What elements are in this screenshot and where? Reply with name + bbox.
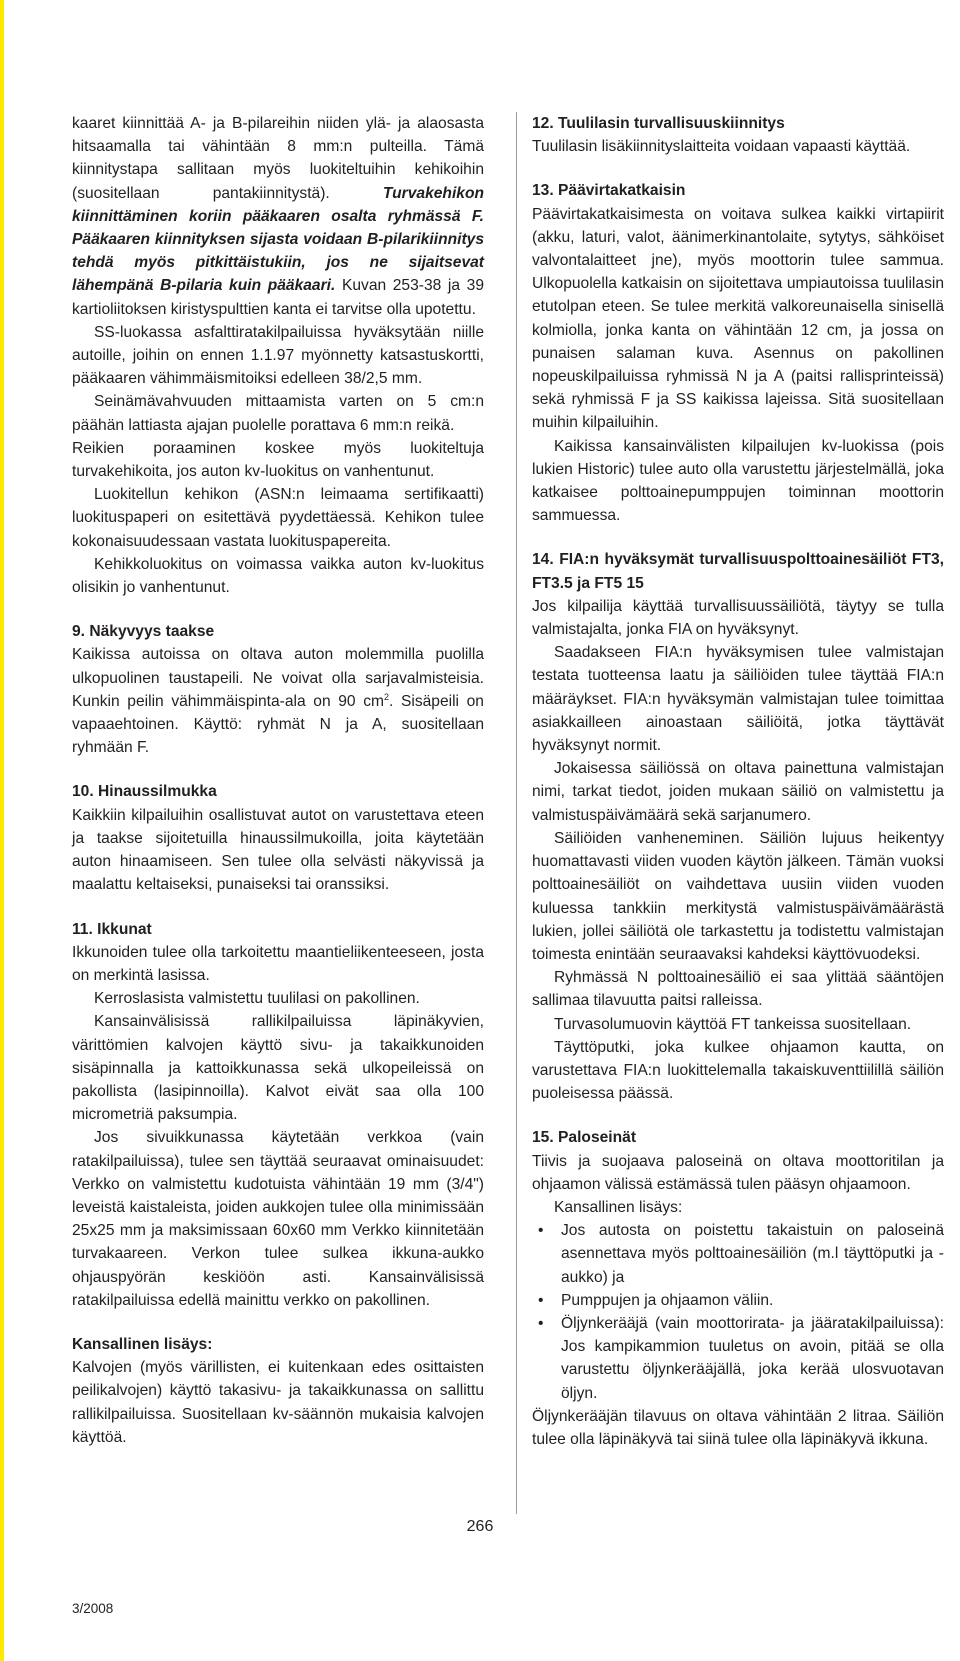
section-heading-10: 10. Hinaussilmukka — [72, 783, 217, 801]
paragraph: Ikkunoiden tulee olla tarkoitettu maantieliikenteeseen, josta on merkintä lasissa. — [72, 943, 484, 984]
paragraph: SS-luokassa asfalttiratakilpailuissa hyväksytään niille autoille, joihin on ennen 1.1.97 myönnetty katsastuskortti, pääkaaren vähimmäismitoiksi edelleen 38/2,5 mm. — [72, 323, 484, 388]
section-heading-15: 15. Paloseinät — [532, 1129, 637, 1147]
page-number: 266 — [466, 1518, 494, 1535]
paragraph: Kalvojen (myös värillisten, ei kuitenkaan edes osittaisten peilikalvojen) käyttö takasivu- ja takaikkunassa on sallittu rallikilpailuissa. Suositellaan kv-säännön mukaisia kalvojen käyttöä. — [72, 1359, 484, 1446]
paragraph: Jokaisessa säiliössä on oltava painettuna valmistajan nimi, tarkat tiedot, joiden mukaan säiliö on valmistettu ja valmistuspäivämäärä sekä sarjanumero. — [532, 760, 944, 824]
superscript: 2 — [383, 691, 389, 702]
paragraph: Kaikissa autoissa on oltava auton molemmilla puolilla ulkopuolinen taustapeili. Ne voivat olla sarjavalmisteisia. Kunkin peilin vähimmäispinta-ala on 90 $cm^2$. Sisäpeili on vapaaehtoinen. Käyttö: ryhmät N ja A, suositellaan ryhmään F. — [72, 646, 484, 757]
yellow-edge-bar — [0, 0, 4, 1661]
section-heading-11: 11. Ikkunat — [72, 920, 152, 938]
paragraph: Kaikissa kansainvälisten kilpailujen kv-luokissa (pois lukien Historic) tulee auto olla varustettu järjestelmällä, joka katkaisee polttoainepumppujen toiminnan moottorin sammuessa. — [532, 437, 944, 525]
paragraph: Kehikkoluokitus on voimassa vaikka auton kv-luokitus olisikin jo vanhentunut. — [72, 555, 484, 597]
paragraph: Kansallinen lisäys: — [554, 1198, 683, 1216]
paragraph: Kerroslasista valmistettu tuulilasi on pakollinen. — [94, 990, 420, 1008]
list-item: • Öljynkerääjä (vain moottorirata- ja jääratakilpailuissa): Jos kampikammion tuuletus on avoin, pitää se olla varustettu öljynkerääjällä, joka kerää ulosvuotavan öljyn. — [532, 1312, 944, 1405]
list-item: • Jos autosta on poistettu takaistuin on paloseinä asennettava myös polttoainesäiliön (m.l täyttöputki ja -aukko) ja — [532, 1219, 944, 1289]
column-divider — [516, 112, 517, 1514]
paragraph: Jos sivuikkunassa käytetään verkkoa (vain ratakilpailuissa), tulee sen täyttää seuraavat ominaisuudet: Verkko on valmistettu kudotuista vähintään 19 mm (3/4") leveistä kaistaleista, joiden aukkojen tulee olla minimissään 25x25 mm ja maksimissaan 60x60 mm Verkko kiinnitetään turvakaareen. Verkon tulee sulkea ikkuna-aukko ohjauspyörän keskiöön asti. Kansainvälisissä ratakilpailuissa edellä mainittu verkko on pakollinen. — [72, 1129, 484, 1309]
bullet-icon: • — [538, 1291, 544, 1309]
paragraph: Luokitellun kehikon (ASN:n leimaama sertifikaatti) luokituspaperi on esitettävä pyydettäessä. Kehikon tulee kokonaisuudessaan vastata luokituspapereita. — [72, 486, 484, 550]
section-heading-9: 9. Näkyvyys taakse — [72, 623, 215, 641]
emphasis-text: Turvakehikon kiinnittäminen koriin pääkaaren osalta ryhmässä F. Pääkaaren kiinnityksen sijasta voidaan B-pilarikiinnitys tehdä myös pitkittäistukiin, jos ne sijaitsevat lähempänä B-pilaria kuin pääkaari. — [72, 184, 484, 295]
section-heading-14: 14. FIA:n hyväksymät turvallisuuspolttoainesäiliöt FT3, FT3.5 ja FT5 15 — [532, 551, 944, 592]
paragraph: Säiliöiden vanheneminen. Säiliön lujuus heikentyy huomattavasti viiden vuoden käytön jälkeen. Tämän vuoksi polttoainesäiliöt on vaihdettava uusiin viiden vuoden kuluessa tankkiin merkitystä valmistuspäivämäärästä lukien, jollei säiliötä ole tarkastettu ja todistettu valmistajan toimesta enintään seuraavaksi kahdeksi käyttövuodeksi. — [532, 829, 944, 963]
paragraph: Turvasolumuovin käyttöä FT tankeissa suositellaan. — [554, 1015, 912, 1033]
left-column — [72, 112, 484, 1449]
paragraph: Saadakseen FIA:n hyväksymisen tulee valmistajan testata tuotteensa laatu ja säiliöiden tulee täyttää FIA:n määräykset. FIA:n hyväksymän valmistajan tulee toimittaa asiakkailleen ainoastaan säiliöitä, jotka täyttävät hyväksynyt normit. — [532, 644, 944, 755]
paragraph: Päävirtakatkaisimesta on voitava sulkea kaikki virtapiirit (akku, laturi, valot, äänimerkinantolaite, sytytys, sähköiset valvontalaitteet jne), myös moottorin tulee sammua. Ulkopuolella katkaisin on sijoitettava umpiautoissa tuulilasin etutolpan eteen. Se tulee merkitä valkoreunaisella sinisellä kolmiolla, jonka kanta on vähintään 12 cm, ja jossa on punaisen salaman kuva. Asennus on pakollinen nopeuskilpailuissa ryhmissä N ja A (paitsi rallisprinteissä) sekä ryhmissä F ja SS kaikissa lajeissa. Sitä suositellaan muihin kilpailuihin. — [532, 205, 944, 432]
paragraph: Kaikkiin kilpailuihin osallistuvat autot on varustettava eteen ja taakse sijoitetuilla hinaussilmukoilla, joita käytetään auton hinaamiseen. Sen tulee olla selvästi näkyvissä ja maalattu keltaiseksi, punaiseksi tai oranssiksi. — [72, 806, 484, 894]
bullet-list — [532, 1219, 944, 1405]
paragraph: Reikien poraaminen koskee myös luokiteltuja turvakehikoita, jos auton kv-luokitus on vanhentunut. — [72, 439, 484, 481]
paragraph: Ryhmässä N polttoainesäiliö ei saa ylittää sääntöjen sallimaa tilavuutta paitsi ralleissa. — [532, 969, 944, 1010]
paragraph: Jos kilpailija käyttää turvallisuussäiliötä, täytyy se tulla valmistajalta, jonka FIA on hyväksynyt. — [532, 597, 944, 639]
paragraph: Kansainvälisissä rallikilpailuissa läpinäkyvien, värittömien kalvojen käyttö sivu- ja takaikkunoiden sisäpinnalla ja kattoikkunassa sekä ulkopeileissä on pakollista (lasipinnoilla). Kalvot eivät saa olla 100 micrometriä paksumpia. — [72, 1013, 484, 1124]
paragraph: Täyttöputki, joka kulkee ohjaamon kautta, on varustettava FIA:n luokittelemalla takaiskuventtiilillä säiliön puoleisessa päässä. — [532, 1038, 944, 1103]
paragraph: Öljynkerääjän tilavuus on oltava vähintään 2 litraa. Säiliön tulee olla läpinäkyvä tai siinä tulee olla läpinäkyvä ikkuna. — [532, 1407, 944, 1448]
paragraph: Tiivis ja suojaava paloseinä on oltava moottoritilan ja ohjaamon välissä estämässä tulen pääsyn ohjaamoon. — [532, 1152, 944, 1193]
national-addition-heading: Kansallinen lisäys: — [72, 1335, 213, 1353]
bullet-icon: • — [538, 1222, 544, 1240]
paragraph: Tuulilasin lisäkiinnityslaitteita voidaan vapaasti käyttää. — [532, 138, 911, 156]
paragraph: Seinämävahvuuden mittaamista varten on 5 cm:n päähän lattiasta ajajan puolelle porattava 6 mm:n reikä. — [72, 393, 484, 434]
right-column — [532, 112, 944, 1451]
section-heading-12: 12. Tuulilasin turvallisuuskiinnitys — [532, 115, 785, 132]
paragraph: kaaret kiinnittää A- ja B-pilareihin niiden ylä- ja alaosasta hitsaamalla tai vähintään 8 mm:n pulteilla. Tämä kiinnitystapa sallitaan myös luokiteltuihin kehikoihin (suositellaan pantakiinnitystä). Turvakehikon kiinnittäminen koriin pääkaaren osalta ryhmässä F. Pääkaaren kiinnityksen sijasta voidaan B-pilarikiinnitys tehdä myös pitkittäistukiin, jos ne sijaitsevat lähempänä B-pilaria kuin pääkaari. Kuvan 253-38 ja 39 kartioliitoksen kiristyspulttien kanta ei tarvitse olla upotettu. — [72, 115, 484, 318]
list-item: • Pumppujen ja ohjaamon väliin. — [532, 1289, 944, 1312]
bullet-icon: • — [538, 1314, 544, 1332]
issue-label: 3/2008 — [72, 1601, 114, 1616]
section-heading-13: 13. Päävirtakatkaisin — [532, 182, 686, 200]
